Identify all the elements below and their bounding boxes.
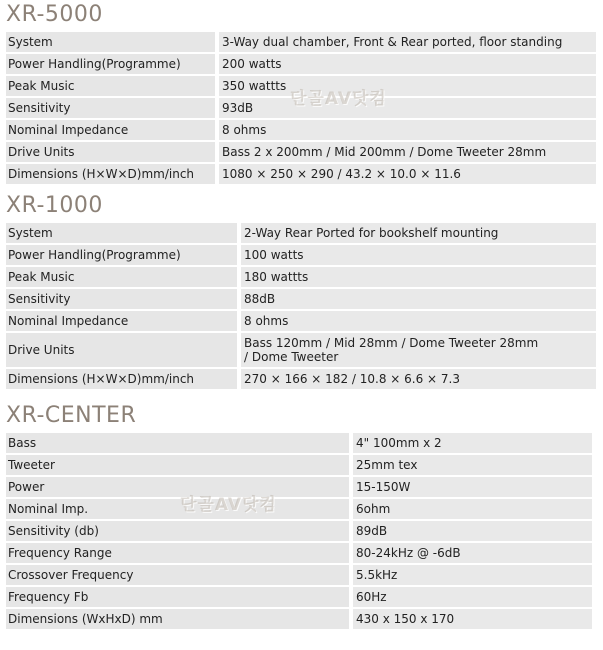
spec-row <box>6 521 592 541</box>
spec-value-line2: / Dome Tweeter <box>244 350 339 364</box>
spec-label: Frequency Range <box>6 543 349 563</box>
spec-row <box>6 433 592 453</box>
spec-label: System <box>6 32 215 52</box>
spec-value: 15-150W <box>353 477 592 497</box>
spec-label: Sensitivity (db) <box>6 521 349 541</box>
spec-value: 89dB <box>353 521 592 541</box>
spec-value: 3-Way dual chamber, Front & Rear ported, floor standing <box>219 32 596 52</box>
spec-value: 100 watts <box>241 245 596 265</box>
spec-row <box>6 499 592 519</box>
spec-label: Frequency Fb <box>6 587 349 607</box>
spec-label: Power Handling(Programme) <box>6 54 215 74</box>
spec-row <box>6 32 596 52</box>
spec-row <box>6 142 596 162</box>
spec-label: Drive Units <box>6 142 215 162</box>
spec-value: 80-24kHz @ -6dB <box>353 543 592 563</box>
spec-value: 430 x 150 x 170 <box>353 609 592 629</box>
spec-row <box>6 120 596 140</box>
spec-row <box>6 245 596 265</box>
spec-label: Peak Music <box>6 267 237 287</box>
spec-label: Nominal Imp. <box>6 499 349 519</box>
xr-center-section <box>6 403 603 631</box>
spec-row <box>6 369 596 389</box>
spec-label: Dimensions (H×W×D)mm/inch <box>6 164 215 184</box>
spec-value: 60Hz <box>353 587 592 607</box>
spec-value: Bass 2 x 200mm / Mid 200mm / Dome Tweeter 28mm <box>219 142 596 162</box>
spec-row <box>6 543 592 563</box>
spec-row <box>6 565 592 585</box>
spec-value: 8 ohms <box>219 120 596 140</box>
spec-label: Sensitivity <box>6 289 237 309</box>
spec-row <box>6 223 596 243</box>
spec-row <box>6 289 596 309</box>
spec-label: Power <box>6 477 349 497</box>
watermark: 단골AV닷컴 <box>180 495 277 515</box>
spec-label: System <box>6 223 237 243</box>
section-title: XR-CENTER <box>6 403 137 428</box>
spec-value: 180 wattts <box>241 267 596 287</box>
spec-row <box>6 609 592 629</box>
spec-row <box>6 164 596 184</box>
spec-row <box>6 333 596 367</box>
spec-value: 350 wattts <box>219 76 596 96</box>
spec-label: Dimensions (WxHxD) mm <box>6 609 349 629</box>
spec-label: Crossover Frequency <box>6 565 349 585</box>
spec-value: 4" 100mm x 2 <box>353 433 592 453</box>
spec-value-line1: Bass 120mm / Mid 28mm / Dome Tweeter 28mm <box>244 336 539 350</box>
spec-label: Drive Units <box>6 333 237 367</box>
spec-value: 2-Way Rear Ported for bookshelf mounting <box>241 223 596 243</box>
spec-label: Power Handling(Programme) <box>6 245 237 265</box>
spec-row <box>6 267 596 287</box>
spec-label: Bass <box>6 433 349 453</box>
spec-label: Dimensions (H×W×D)mm/inch <box>6 369 237 389</box>
spec-row <box>6 54 596 74</box>
spec-label: Peak Music <box>6 76 215 96</box>
spec-value <box>241 333 596 367</box>
spec-table <box>6 433 603 629</box>
spec-value: 270 × 166 × 182 / 10.8 × 6.6 × 7.3 <box>241 369 596 389</box>
spec-label: Nominal Impedance <box>6 311 237 331</box>
spec-value: 93dB <box>219 98 596 118</box>
xr-1000-section <box>6 193 603 391</box>
spec-value: 5.5kHz <box>353 565 592 585</box>
spec-value: 88dB <box>241 289 596 309</box>
spec-row <box>6 455 592 475</box>
spec-value: 8 ohms <box>241 311 596 331</box>
spec-value: 6ohm <box>353 499 592 519</box>
section-title: XR-1000 <box>6 193 103 218</box>
watermark: 단골AV닷컴 <box>290 89 387 109</box>
spec-row <box>6 311 596 331</box>
spec-label: Tweeter <box>6 455 349 475</box>
spec-table <box>6 223 603 389</box>
section-title: XR-5000 <box>6 2 103 27</box>
spec-row <box>6 587 592 607</box>
spec-row <box>6 477 592 497</box>
spec-value: 1080 × 250 × 290 / 43.2 × 10.0 × 11.6 <box>219 164 596 184</box>
spec-label: Nominal Impedance <box>6 120 215 140</box>
spec-value: 25mm tex <box>353 455 592 475</box>
spec-value: 200 watts <box>219 54 596 74</box>
spec-label: Sensitivity <box>6 98 215 118</box>
